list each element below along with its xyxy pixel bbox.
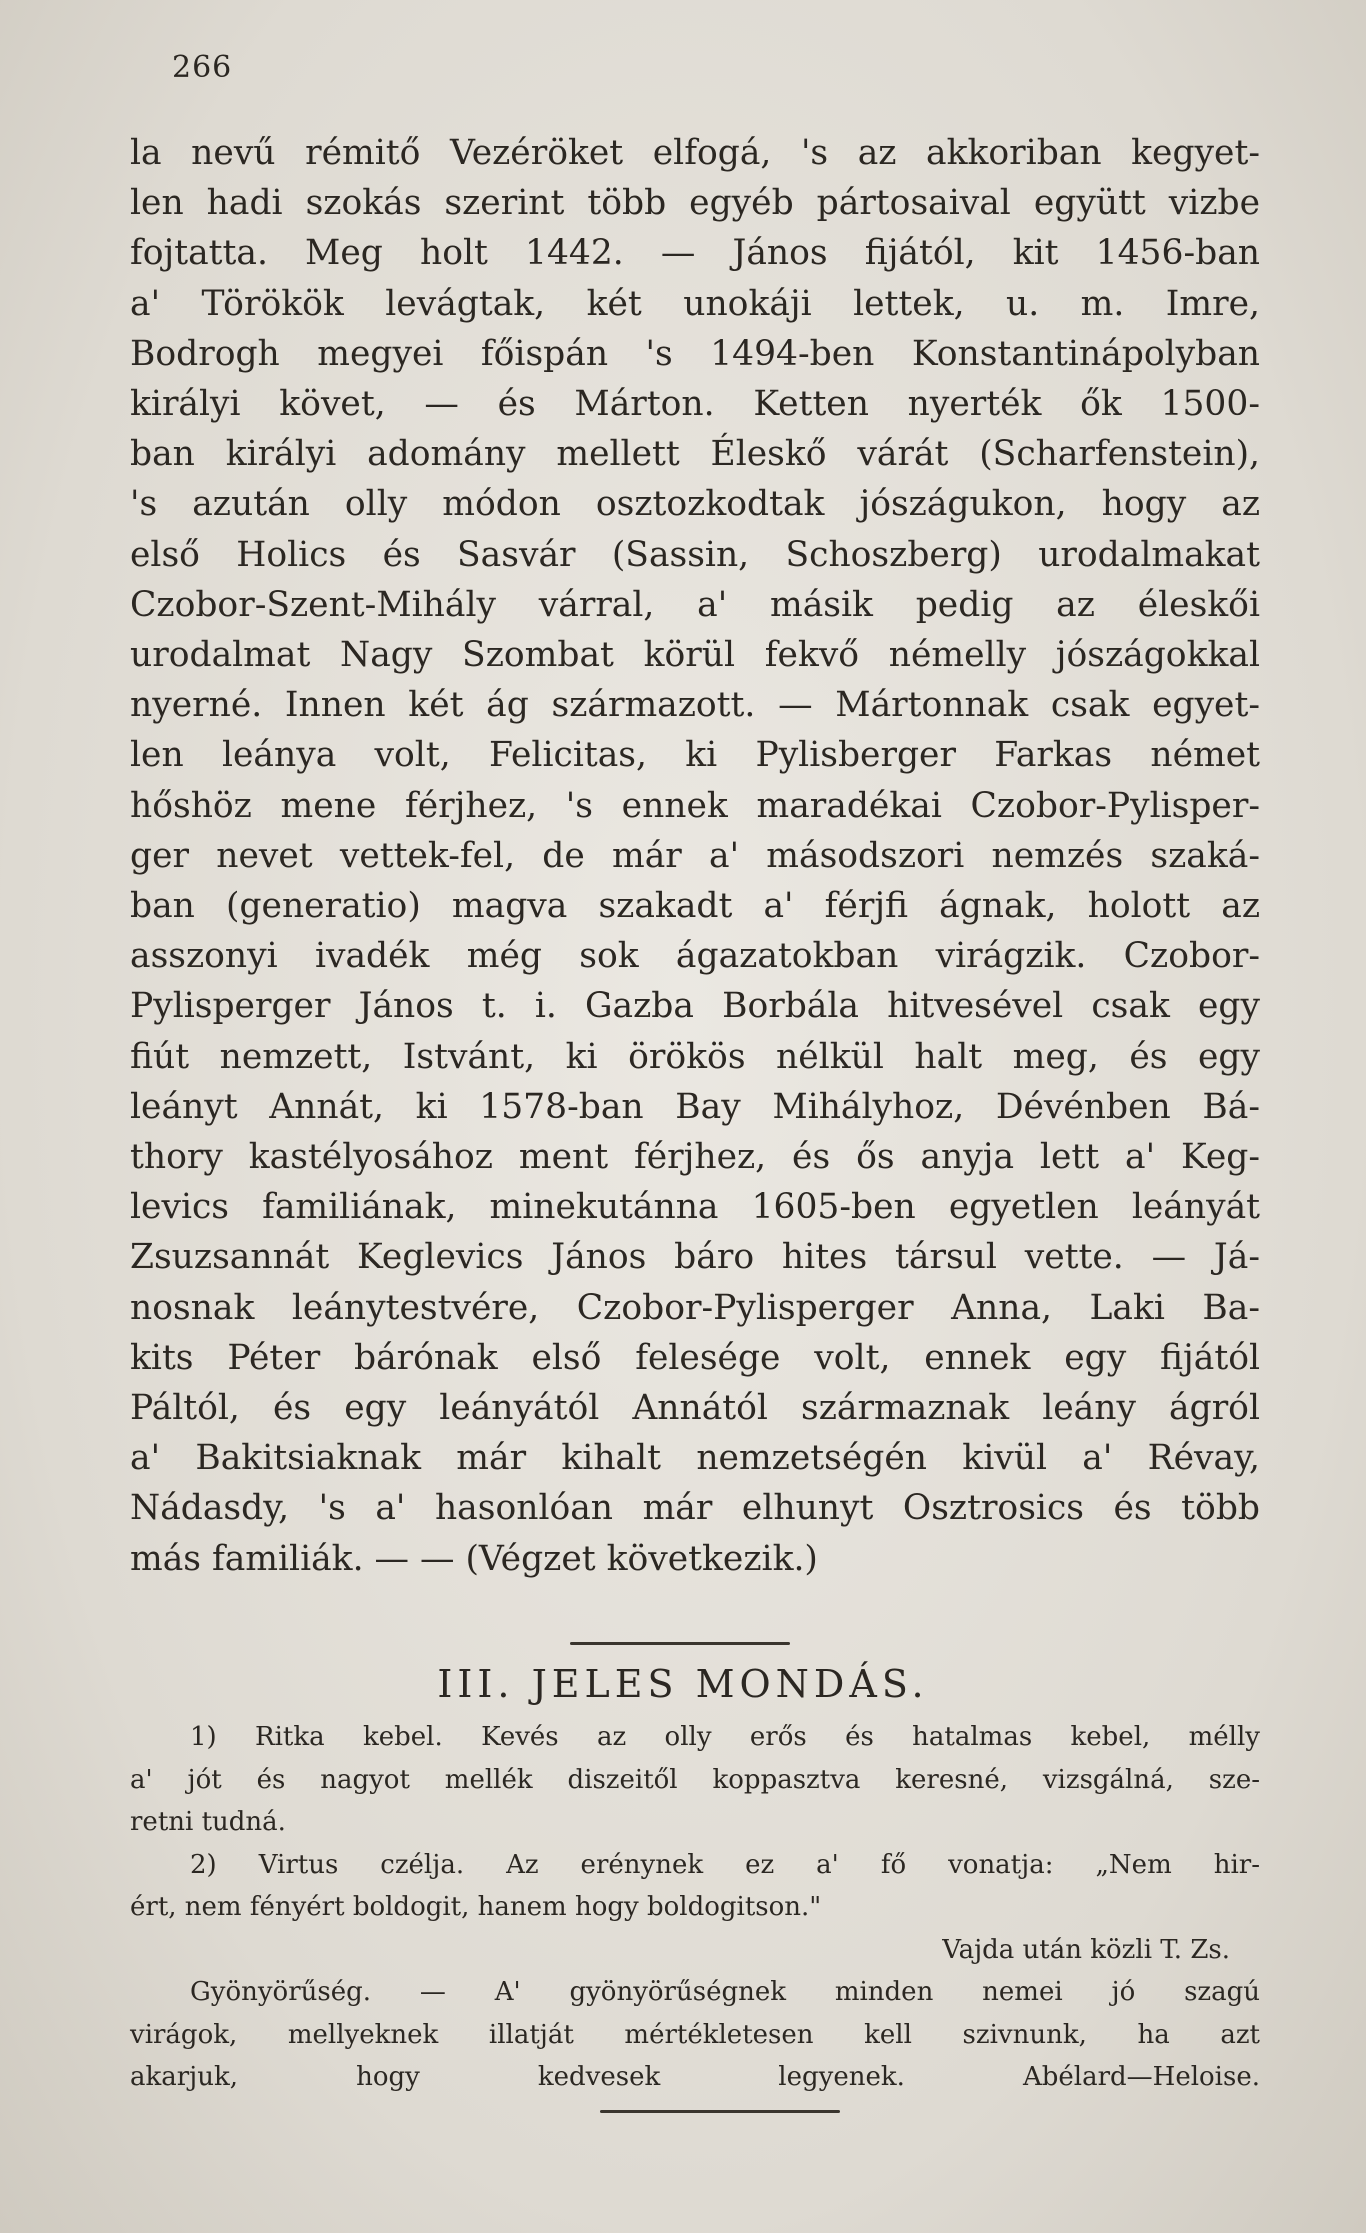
text-line: asszonyi ivadék még sok ágazatokban virágzik. Czobor-: [130, 936, 1260, 977]
text-line: a' Törökök levágtak, két unokáji lettek, u. m. Imre,: [130, 283, 1260, 324]
text-line: thory kastélyosához ment férjhez, és ős anyja lett a' Keg-: [130, 1137, 1260, 1178]
anecdote-line: virágok, mellyeknek illatját mértékletesen kell szivnunk, ha azt: [130, 2019, 1260, 2050]
anecdote-line: Gyönyörűség. — A' gyönyörűségnek minden nemei jó szagú: [190, 1977, 1260, 2007]
text-line: hőshöz mene férjhez, 's ennek maradékai Czobor-Pylisper-: [130, 785, 1260, 826]
text-line: 's azután olly módon osztozkodtak jószágukon, hogy az: [130, 484, 1260, 525]
anecdote-line: 2) Virtus czélja. Az erénynek ez a' fő vonatja: „Nem hir-: [190, 1849, 1260, 1880]
body-text: [130, 128, 1260, 1584]
anecdotes-text: [130, 1716, 1260, 2099]
text-line: a' Bakitsiaknak már kihalt nemzetségén kivül a' Révay,: [130, 1438, 1260, 1479]
anecdote-line: Vajda után közli T. Zs.: [942, 1934, 1230, 1965]
text-line: fojtatta. Meg holt 1442. — János fijától, kit 1456-ban: [130, 233, 1260, 274]
text-line: Zsuzsannát Keglevics János báro hites társul vette. — Já-: [130, 1237, 1260, 1278]
text-line: nyerné. Innen két ág származott. — Mártonnak csak egyet-: [130, 685, 1260, 726]
text-line: Bodrogh megyei főispán 's 1494-ben Konstantinápolyban: [130, 333, 1260, 374]
text-line: ger nevet vettek-fel, de már a' másodszori nemzés szaká-: [130, 835, 1260, 876]
text-line: kits Péter bárónak első felesége volt, ennek egy fijától: [130, 1337, 1260, 1378]
text-line: la nevű rémitő Vezéröket elfogá, 's az akkoriban kegyet-: [130, 133, 1260, 173]
text-line: len leánya volt, Felicitas, ki Pylisberger Farkas német: [130, 735, 1260, 776]
text-line: leányt Annát, ki 1578-ban Bay Mihályhoz, Dévénben Bá-: [130, 1086, 1260, 1127]
page-number: 266: [172, 50, 233, 85]
text-line: királyi követ, — és Márton. Ketten nyerték ők 1500-: [130, 384, 1260, 425]
text-line: első Holics és Sasvár (Sassin, Schoszberg) urodalmakat: [130, 534, 1260, 575]
text-line: más familiák. — — (Végzet következik.): [130, 1538, 818, 1579]
text-line: ban királyi adomány mellett Éleskő várát (Scharfenstein),: [130, 434, 1260, 475]
anecdote-line: akarjuk, hogy kedvesek legyenek. Abélard—Heloise.: [130, 2062, 1260, 2092]
text-line: Czobor-Szent-Mihály várral, a' másik pedig az éleskői: [130, 584, 1260, 625]
text-line: Pylisperger János t. i. Gazba Borbála hitvesével csak egy: [130, 986, 1260, 1027]
text-line: Nádasdy, 's a' hasonlóan már elhunyt Osztrosics és több: [130, 1488, 1260, 1529]
anecdote-line: a' jót és nagyot mellék diszeitől koppasztva keresné, vizsgálná, sze-: [130, 1764, 1260, 1795]
text-line: levics familiának, minekutánna 1605-ben egyetlen leányát: [130, 1187, 1260, 1228]
anecdote-line: retni tudná.: [130, 1807, 286, 1837]
section-divider-bottom: [600, 2110, 840, 2113]
section-divider-top: [570, 1642, 790, 1645]
anecdote-line: 1) Ritka kebel. Kevés az olly erős és hatalmas kebel, mélly: [190, 1722, 1260, 1752]
section-title: III. JELES MONDÁS.: [437, 1662, 929, 1706]
text-line: Páltól, és egy leányától Annától származnak leány ágról: [130, 1388, 1260, 1429]
text-line: nosnak leánytestvére, Czobor-Pylisperger Anna, Laki Ba-: [130, 1287, 1260, 1328]
anecdote-line: ért, nem fényért boldogit, hanem hogy boldogitson.": [130, 1892, 822, 1922]
text-line: len hadi szokás szerint több egyéb pártosaival együtt vizbe: [130, 183, 1260, 224]
text-line: fiút nemzett, Istvánt, ki örökös nélkül halt meg, és egy: [130, 1036, 1260, 1077]
text-line: ban (generatio) magva szakadt a' férjfi ágnak, holott az: [130, 886, 1260, 927]
text-line: urodalmat Nagy Szombat körül fekvő némelly jószágokkal: [130, 635, 1260, 676]
